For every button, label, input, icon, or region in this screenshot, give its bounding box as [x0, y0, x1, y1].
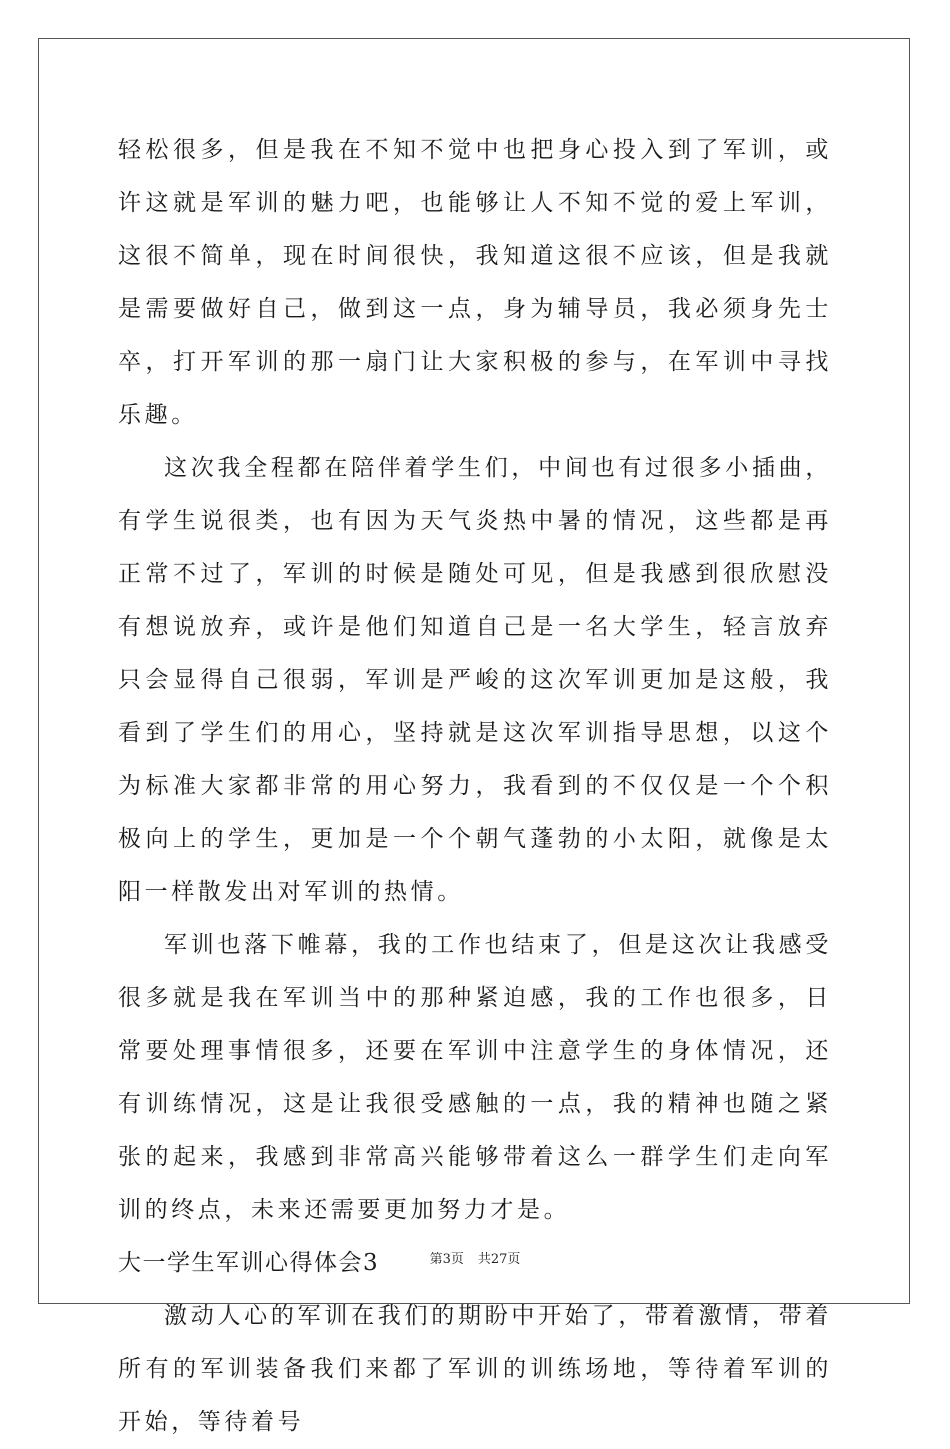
paragraph-4: 激动人心的军训在我们的期盼中开始了，带着激情，带着所有的军训装备我们来都了军训的训练场地，等待着军训的开始，等待着号 [118, 1303, 832, 1435]
paragraph-1: 轻松很多，但是我在不知不觉中也把身心投入到了军训，或许这就是军训的魅力吧，也能够让人不知不觉的爱上军训，这很不简单，现在时间很快，我知道这很不应该，但是我就是需要做好自己，做到这一点，身为辅导员，我必须身先士卒，打开军训的那一扇门让大家积极的参与，在军训中寻找乐趣。 [118, 137, 832, 428]
paragraph-2: 这次我全程都在陪伴着学生们，中间也有过很多小插曲，有学生说很类，也有因为天气炎热中暑的情况，这些都是再正常不过了，军训的时候是随处可见，但是我感到很欣慰没有想说放弃，或许是他们知道自己是一名大学生，轻言放弃只会显得自己很弱，军训是严峻的这次军训更加是这般，我看到了学生们的用心，坚持就是这次军训指导思想，以这个为标准大家都非常的用心努力，我看到的不仅仅是一个个积极向上的学生，更加是一个个朝气蓬勃的小太阳，就像是太阳一样散发出对军训的热情。 [118, 455, 832, 905]
page-footer [0, 1248, 950, 1267]
page-total: 共27页 [477, 1252, 521, 1267]
section-heading: 大一学生军训心得体会3 [118, 1250, 380, 1276]
paragraph-3: 军训也落下帷幕，我的工作也结束了，但是这次让我感受很多就是我在军训当中的那种紧迫感，我的工作也很多，日常要处理事情很多，还要在军训中注意学生的身体情况，还有训练情况，这是让我很受感触的一点，我的精神也随之紧张的起来，我感到非常高兴能够带着这么一群学生们走向军训的终点，未来还需要更加努力才是。 [118, 932, 832, 1223]
page-number: 第3页 [429, 1252, 464, 1267]
